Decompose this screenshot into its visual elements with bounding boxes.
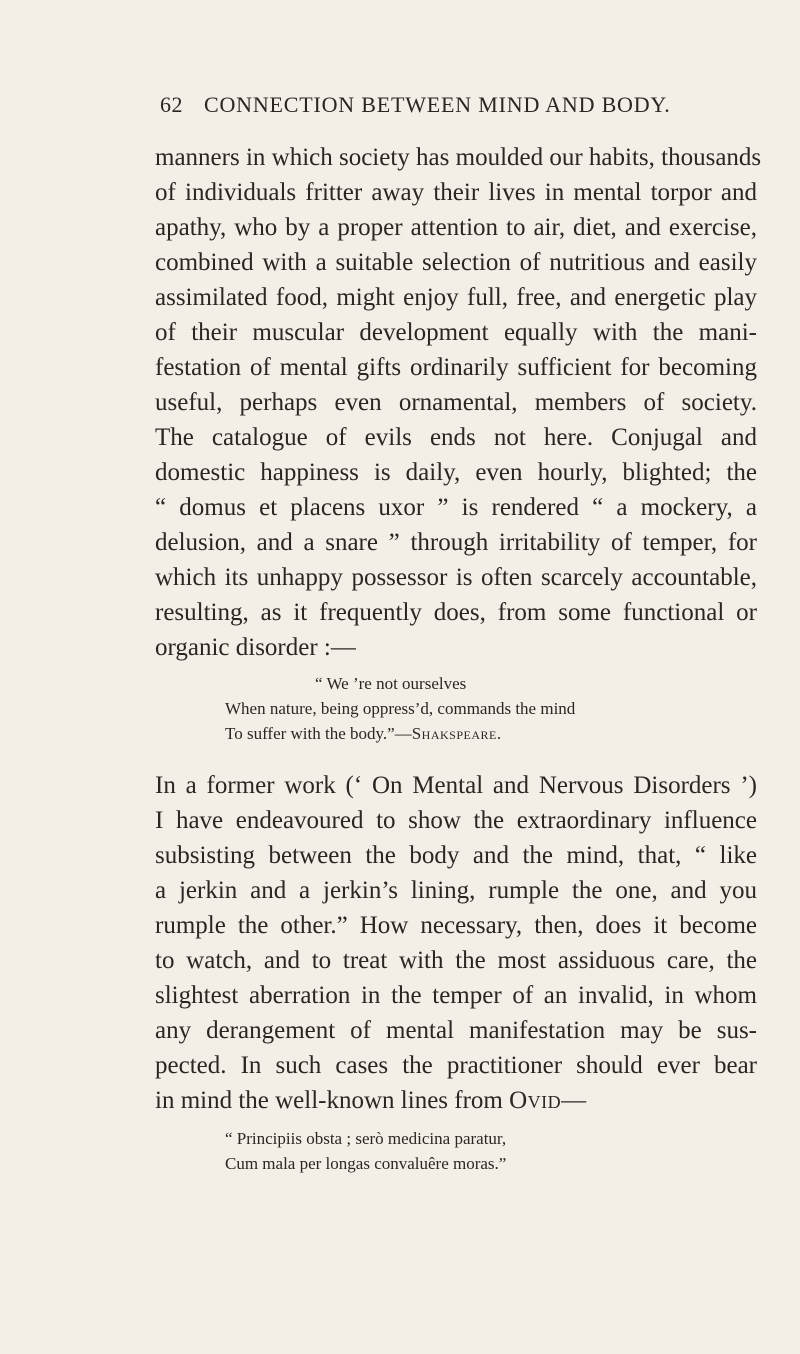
text-line: pected. In such cases the practitioner should ever bear bbox=[155, 1052, 757, 1079]
text-line: “ domus et placens uxor ” is rendered “ a mockery, a bbox=[155, 494, 757, 521]
text-line: festation of mental gifts ordinarily sufficient for becoming bbox=[155, 354, 757, 381]
text-line: any derangement of mental manifestation may be sus- bbox=[155, 1017, 757, 1044]
text-line: a jerkin and a jerkin’s lining, rumple the one, and you bbox=[155, 877, 757, 904]
quote-line: Cum mala per longas convaluêre moras.” bbox=[225, 1154, 507, 1173]
paragraph-2 bbox=[155, 768, 757, 1118]
text-line: of individuals fritter away their lives in mental torpor and bbox=[155, 179, 757, 206]
text-line: assimilated food, might enjoy full, free, and energetic play bbox=[155, 284, 757, 311]
text-line: which its unhappy possessor is often scarcely accountable, bbox=[155, 564, 757, 591]
text-line: apathy, who by a proper attention to air, diet, and exercise, bbox=[155, 214, 757, 241]
text-line: to watch, and to treat with the most assiduous care, the bbox=[155, 947, 757, 974]
line-text: in mind the well-known lines from bbox=[155, 1087, 510, 1114]
quote-line-text: To suffer with the body.”— bbox=[225, 724, 412, 743]
text-line bbox=[155, 1083, 757, 1118]
cited-author: Ovid bbox=[509, 1087, 562, 1114]
text-line: domestic happiness is daily, even hourly, blighted; the bbox=[155, 459, 757, 486]
page-header bbox=[160, 92, 760, 128]
quote-line: “ Principiis obsta ; serò medicina paratur, bbox=[225, 1129, 507, 1148]
text-line: resulting, as it frequently does, from some functional or bbox=[155, 599, 757, 626]
shakespeare-quote bbox=[225, 671, 745, 746]
quote-author: Shakspeare. bbox=[411, 724, 502, 743]
text-line: combined with a suitable selection of nutritious and easily bbox=[155, 249, 757, 276]
text-line: subsisting between the body and the mind, that, “ like bbox=[155, 842, 757, 869]
page-number: 62 bbox=[160, 92, 183, 117]
quote-line: “ We ’re not ourselves bbox=[315, 674, 467, 693]
line-end: — bbox=[561, 1087, 587, 1114]
text-line: rumple the other.” How necessary, then, does it become bbox=[155, 912, 757, 939]
paragraph-1 bbox=[155, 140, 762, 665]
paragraph-gap bbox=[155, 746, 757, 768]
text-line: organic disorder :— bbox=[155, 634, 356, 661]
text-line: of their muscular development equally with the mani- bbox=[155, 319, 757, 346]
text-line: The catalogue of evils ends not here. Conjugal and bbox=[155, 424, 757, 451]
running-head: CONNECTION BETWEEN MIND AND BODY. bbox=[204, 92, 671, 117]
text-line: useful, perhaps even ornamental, members of society. bbox=[155, 389, 757, 416]
text-line: manners in which society has moulded our habits, thousands bbox=[155, 144, 762, 171]
text-line: In a former work (‘ On Mental and Nervous Disorders ’) bbox=[155, 772, 757, 799]
text-line: delusion, and a snare ” through irritability of temper, for bbox=[155, 529, 757, 556]
quote-line bbox=[225, 721, 745, 746]
body-text bbox=[155, 140, 762, 1176]
ovid-quote bbox=[225, 1126, 745, 1176]
quote-line: When nature, being oppress’d, commands the mind bbox=[225, 699, 576, 718]
text-line: I have endeavoured to show the extraordinary influence bbox=[155, 807, 757, 834]
text-line: slightest aberration in the temper of an invalid, in whom bbox=[155, 982, 757, 1009]
